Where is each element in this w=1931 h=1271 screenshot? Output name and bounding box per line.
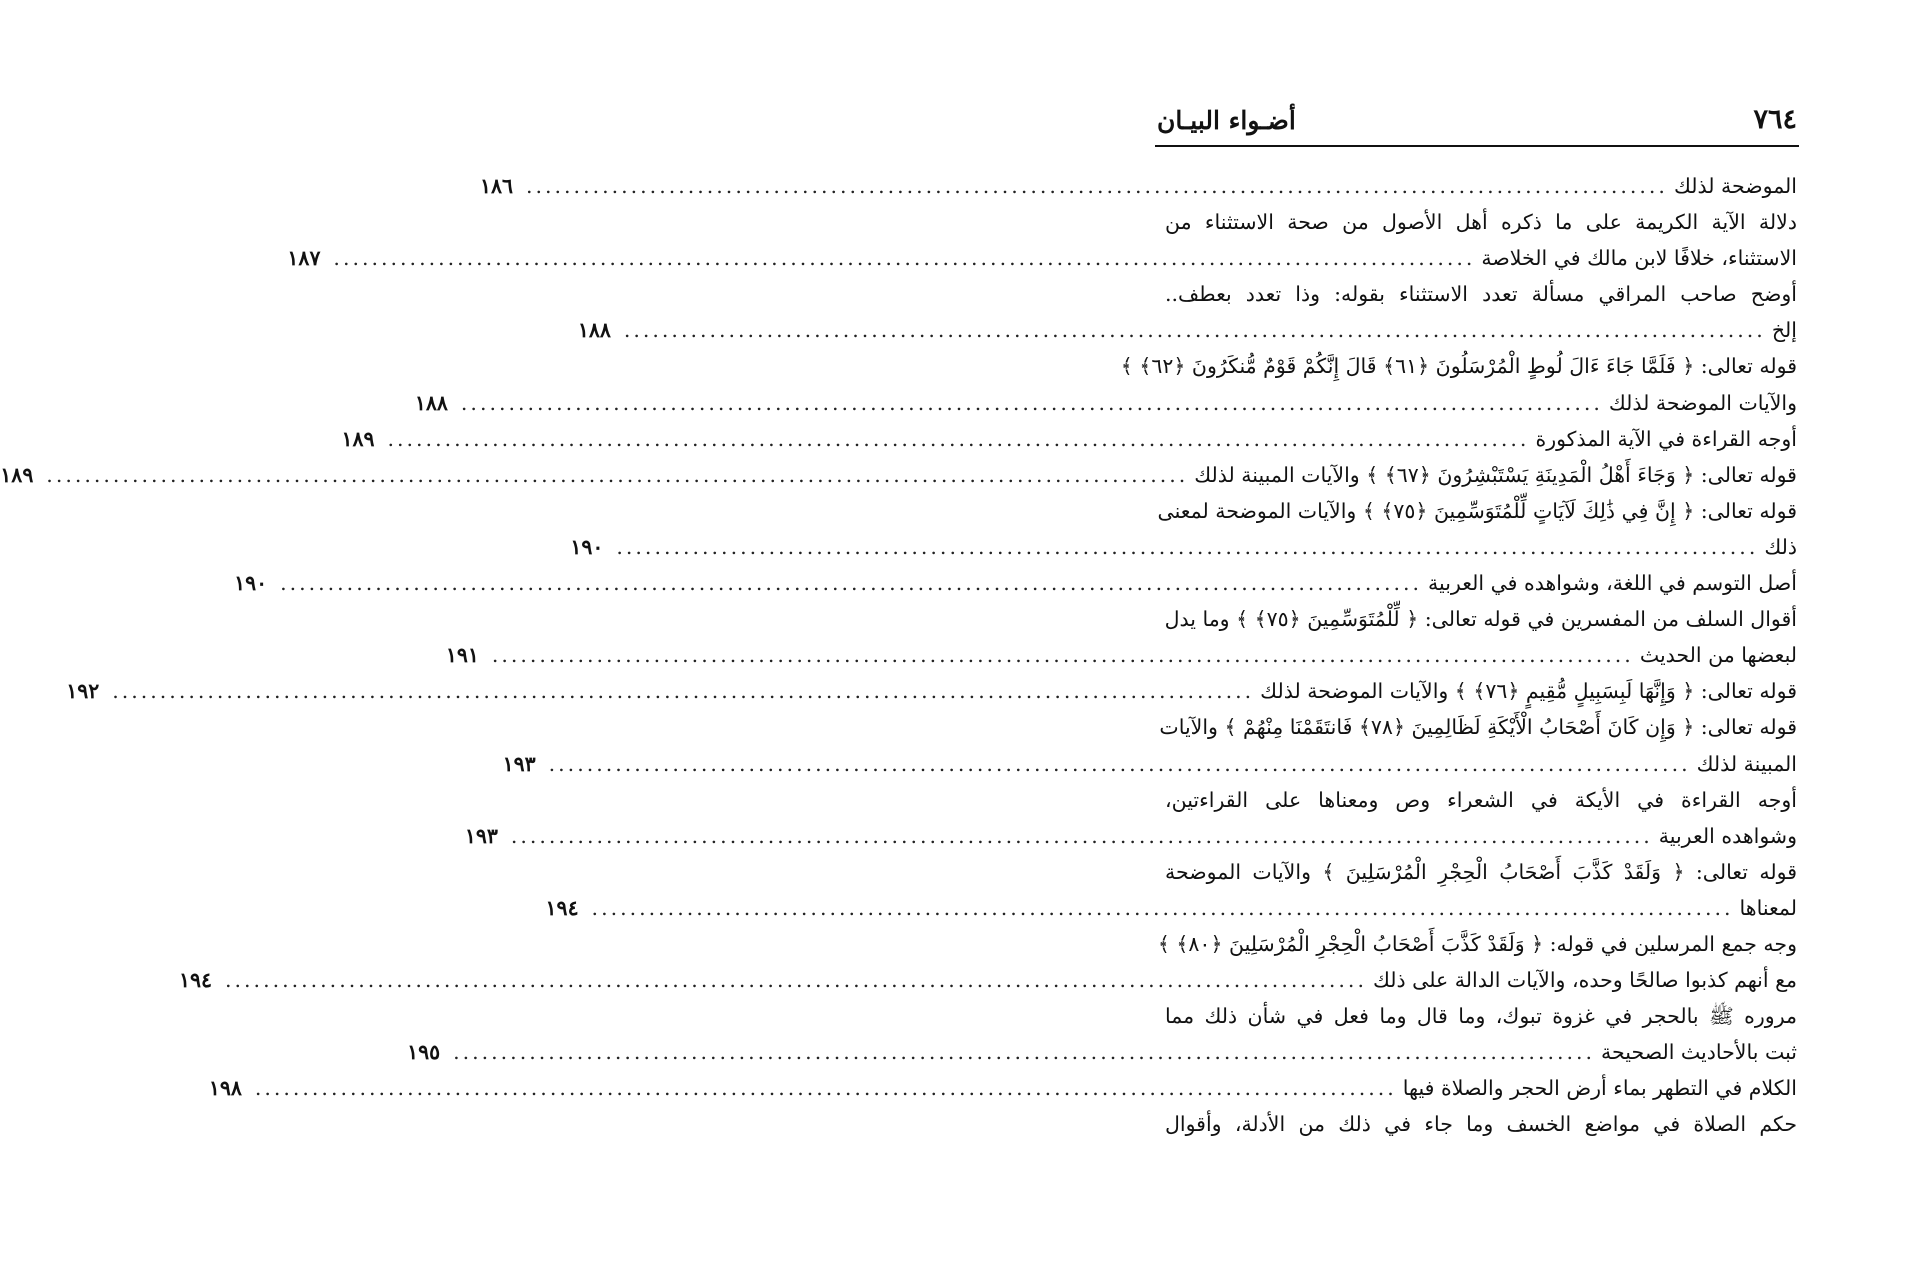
toc-page-number: ١٩٤ — [179, 968, 213, 993]
leader-dots: ........................................................................................................................ — [254, 1076, 1397, 1101]
toc-line — [464, 818, 1797, 854]
leader-dots: ........................................................................................................................ — [510, 823, 1653, 848]
toc-line — [1120, 348, 1797, 384]
toc-line — [1165, 276, 1797, 312]
toc-page-number: ١٩٥ — [407, 1040, 441, 1065]
toc-line-text: إلخ — [1771, 318, 1797, 343]
toc-page-number: ١٨٩ — [341, 426, 375, 451]
toc-line — [1165, 204, 1797, 240]
toc-line-text: دلالة الآية الكريمة على ما ذكره أهل الأصول من صحة الاستثناء من — [1165, 210, 1797, 235]
toc-page-number: ١٩٢ — [66, 679, 100, 704]
toc-page-number: ١٨٩ — [0, 462, 34, 487]
toc-line-text: لمعناها — [1739, 895, 1797, 920]
leader-dots: ........................................................................................................................ — [548, 751, 1691, 776]
page-number: ٧٦٤ — [1753, 104, 1797, 135]
toc-line — [414, 385, 1797, 421]
toc-line-text: أوجه القراءة في الآية المذكورة — [1535, 426, 1797, 451]
toc-line — [234, 565, 1797, 601]
toc-line — [208, 1070, 1797, 1106]
toc-line — [577, 312, 1797, 348]
leader-dots: ........................................................................................................................ — [491, 643, 1634, 668]
toc-page-number: ١٩١ — [445, 643, 479, 668]
toc-line — [570, 529, 1797, 565]
toc-line — [1165, 782, 1797, 818]
header-rule — [1155, 145, 1799, 147]
toc-page-number: ١٨٦ — [479, 174, 514, 198]
toc-line — [407, 1034, 1797, 1070]
toc-line-text: ثبت بالأحاديث الصحيحة — [1601, 1040, 1797, 1065]
toc-line-text: المبينة لذلك — [1696, 751, 1797, 776]
toc-page-number: ١٩٣ — [464, 823, 498, 848]
toc-line — [1165, 601, 1797, 637]
toc-line — [1165, 998, 1797, 1034]
toc-line-text: قوله تعالى: ﴿ وَلَقَدْ كَذَّبَ أَصْحَابُ الْحِجْرِ الْمُرْسَلِينَ ﴾ والآيات الموضحة — [1165, 859, 1797, 884]
leader-dots: ........................................................................................................................ — [225, 968, 1367, 993]
toc-line — [341, 421, 1797, 457]
toc-line-text: والآيات الموضحة لذلك — [1608, 390, 1797, 415]
leader-dots: ........................................................................................................................ — [591, 895, 1734, 920]
toc-page-number: ١٩٨ — [208, 1076, 242, 1101]
toc-line — [1159, 709, 1797, 745]
leader-dots: ........................................................................................................................ — [280, 571, 1423, 596]
toc-line-text: قوله تعالى: ﴿ فَلَمَّا جَاءَ ءَالَ لُوطٍ الْمُرْسَلُونَ ﴿٦١﴾ قَالَ إِنَّكُمْ قَوْمٌ مُّنكَرُونَ ﴿٦٢﴾ ﴾ — [1120, 354, 1797, 379]
toc-page-number: ١٨٧ — [287, 246, 321, 271]
toc-line-text: أصل التوسم في اللغة، وشواهده في العربية — [1428, 571, 1797, 596]
toc-line — [287, 240, 1797, 276]
toc-line-text: وجه جمع المرسلين في قوله: ﴿ وَلَقَدْ كَذَّبَ أَصْحَابُ الْحِجْرِ الْمُرْسَلِينَ ﴿٨٠﴾ ﴾ — [1157, 931, 1797, 956]
toc-line-text: مروره ﷺ بالحجر في غزوة تبوك، وما قال وما فعل في شأن ذلك مما — [1165, 1004, 1797, 1029]
toc-page-number: ١٩٠ — [234, 571, 268, 596]
toc-line-text: الكلام في التطهر بماء أرض الحجر والصلاة فيها — [1402, 1076, 1797, 1101]
leader-dots: ........................................................................................................................ — [453, 1040, 1596, 1065]
toc-line-text: ذلك — [1764, 534, 1797, 559]
table-of-contents — [0, 168, 1797, 1143]
leader-dots: ........................................................................................................................ — [387, 426, 1530, 451]
leader-dots: ........................................................................................................................ — [525, 174, 1668, 198]
toc-line-text: قوله تعالى: ﴿ إِنَّ فِي ذَٰلِكَ لَآيَاتٍ لِّلْمُتَوَسِّمِينَ ﴿٧٥﴾ ﴾ والآيات الموضحة لمعنى — [1157, 498, 1797, 523]
toc-page-number: ١٨٨ — [414, 390, 448, 415]
leader-dots: ........................................................................................................................ — [623, 318, 1766, 343]
toc-line — [1165, 1106, 1797, 1142]
toc-page-number: ١٩٣ — [502, 751, 536, 776]
toc-line — [0, 457, 1797, 493]
toc-line — [179, 962, 1797, 998]
toc-page-number: ١٨٨ — [577, 318, 611, 343]
leader-dots: ........................................................................................................................ — [112, 679, 1255, 704]
leader-dots: ........................................................................................................................ — [616, 534, 1759, 559]
toc-line-text: لبعضها من الحديث — [1639, 643, 1797, 668]
toc-line-text: قوله تعالى: ﴿ وَإِن كَانَ أَصْحَابُ الْأَيْكَةِ لَظَالِمِينَ ﴿٧٨﴾ فَانتَقَمْنَا مِنْهُمْ ﴾ والآيات — [1159, 715, 1797, 740]
leader-dots: ........................................................................................................................ — [333, 246, 1476, 271]
toc-line-text: وشواهده العربية — [1658, 823, 1797, 848]
toc-line-text: حكم الصلاة في مواضع الخسف وما جاء في ذلك من الأدلة، وأقوال — [1165, 1112, 1797, 1137]
toc-line — [1157, 493, 1797, 529]
toc-line — [66, 673, 1797, 709]
toc-line-text: الموضحة لذلك — [1673, 174, 1797, 198]
page-header — [1157, 104, 1797, 144]
toc-line-text: الاستثناء، خلافًا لابن مالك في الخلاصة — [1481, 246, 1797, 271]
toc-line — [1157, 926, 1797, 962]
book-title: أضـواء البيـان — [1157, 106, 1296, 135]
toc-line — [479, 168, 1797, 204]
toc-line-text: أقوال السلف من المفسرين في قوله تعالى: ﴿ لِّلْمُتَوَسِّمِينَ ﴿٧٥﴾ ﴾ وما يدل — [1164, 607, 1797, 632]
toc-line-text: أوجه القراءة في الأيكة في الشعراء وص ومعناها على القراءتين، — [1165, 787, 1797, 812]
toc-line-text: مع أنهم كذبوا صالحًا وحده، والآيات الدالة على ذلك — [1372, 968, 1797, 993]
toc-line — [445, 637, 1797, 673]
toc-line — [502, 746, 1797, 782]
toc-page-number: ١٩٠ — [570, 534, 604, 559]
toc-page-number: ١٩٤ — [545, 895, 579, 920]
toc-line-text: قوله تعالى: ﴿ وَإِنَّهَا لَبِسَبِيلٍ مُّقِيمٍ ﴿٧٦﴾ ﴾ والآيات الموضحة لذلك — [1260, 679, 1797, 704]
toc-line — [1165, 854, 1797, 890]
toc-line-text: قوله تعالى: ﴿ وَجَاءَ أَهْلُ الْمَدِينَةِ يَسْتَبْشِرُونَ ﴿٦٧﴾ ﴾ والآيات المبينة لذلك — [1194, 462, 1797, 487]
leader-dots: ........................................................................................................................ — [46, 462, 1189, 487]
leader-dots: ........................................................................................................................ — [460, 390, 1603, 415]
toc-line-text: أوضح صاحب المراقي مسألة تعدد الاستثناء بقوله: وذا تعدد بعطف.. — [1165, 282, 1797, 307]
toc-line — [545, 890, 1797, 926]
